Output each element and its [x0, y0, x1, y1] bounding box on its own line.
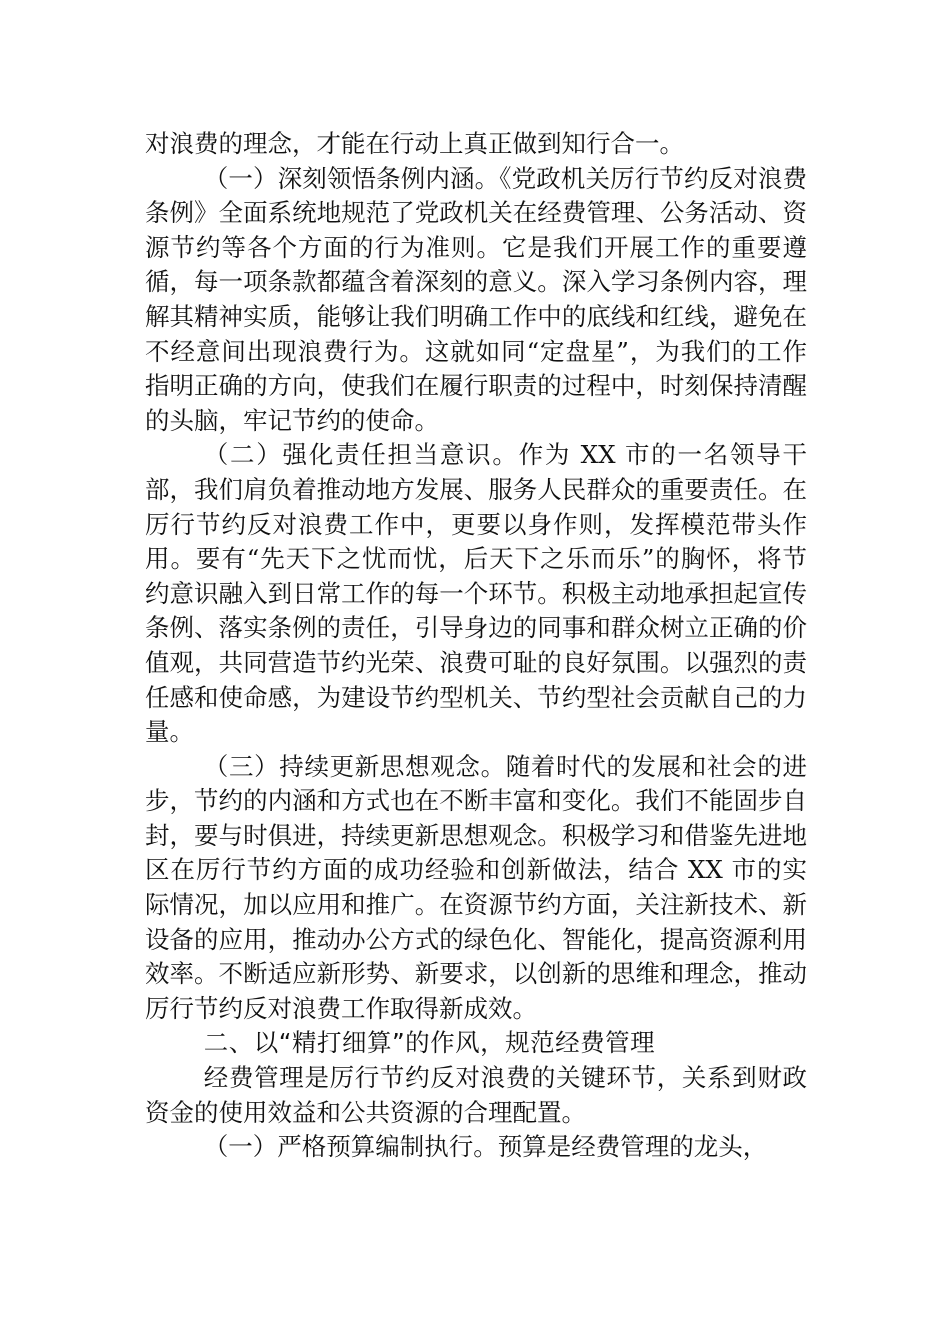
paragraph-section-1: （一）深刻领悟条例内涵。《党政机关厉行节约反对浪费条例》全面系统地规范了党政机关在经费管理、公务活动、资源节约等各个方面的行为准则。它是我们开展工作的重要遵循，每一项条款都蕴含着深刻的意义。深入学习条例内容，理解其精神实质，能够让我们明确工作中的底线和红线，避免在不经意间出现浪费行为。这就如同“定盘星”，为我们的工作指明正确的方向，使我们在履行职责的过程中，时刻保持清醒的头脑，牢记节约的使命。 — [145, 163, 807, 435]
document-body — [145, 127, 807, 1165]
section-heading: 二、以“精打细算”的作风，规范经费管理 — [203, 1028, 656, 1058]
paragraph-continuation: 对浪费的理念，才能在行动上真正做到知行合一。 — [145, 129, 684, 158]
paragraph-part-2-intro: 经费管理是厉行节约反对浪费的关键环节，关系到财政资金的使用效益和公共资源的合理配置。 — [145, 1063, 807, 1127]
paragraph-section-2: （二）强化责任担当意识。作为 XX 市的一名领导干部，我们肩负着推动地方发展、服务人民群众的重要责任。在厉行节约反对浪费工作中，更要以身作则，发挥模范带头作用。要有“先天下之忧而忧，后天下之乐而乐”的胸怀，将节约意识融入到日常工作的每一个环节。积极主动地承担起宣传条例、落实条例的责任，引导身边的同事和群众树立正确的价值观，共同营造节约光荣、浪费可耻的良好氛围。以强烈的责任感和使命感，为建设节约型机关、节约型社会贡献自己的力量。 — [145, 440, 807, 747]
paragraph-section-3: （三）持续更新思想观念。随着时代的发展和社会的进步，节约的内涵和方式也在不断丰富和变化。我们不能固步自封，要与时俱进，持续更新思想观念。积极学习和借鉴先进地区在厉行节约方面的成功经验和创新做法，结合 XX 市的实际情况，加以应用和推广。在资源节约方面，关注新技术、新设备的应用，推动办公方式的绿色化、智能化，提高资源利用效率。不断适应新形势、新要求，以创新的思维和理念，推动厉行节约反对浪费工作取得新成效。 — [145, 751, 807, 1023]
paragraph-part-2-section-1: （一）严格预算编制执行。预算是经费管理的龙头， — [203, 1132, 768, 1162]
